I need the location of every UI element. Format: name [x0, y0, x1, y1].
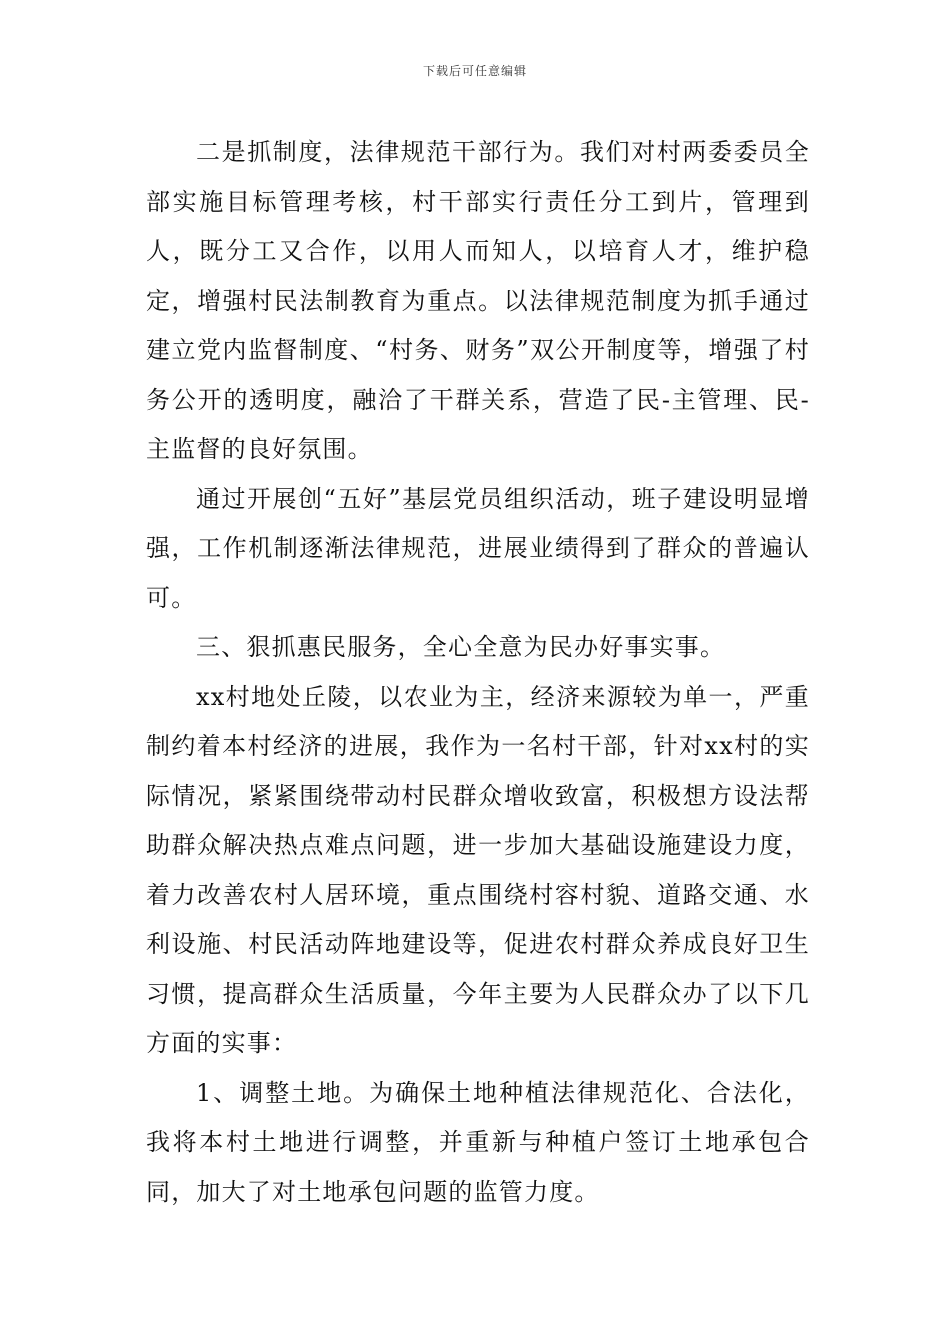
- paragraph: xx村地处丘陵，以农业为主，经济来源较为单一，严重制约着本村经济的进展，我作为一名村干部，针对xx村的实际情况，紧紧围绕带动村民群众增收致富，积极想方设法帮助群众解决热点难点问题，进一步加大基础设施建设力度，着力改善农村人居环境，重点围绕村容村貌、道路交通、水利设施、村民活动阵地建设等，促进农村群众养成良好卫生习惯，提高群众生活质量，今年主要为人民群众办了以下几方面的实事：: [146, 682, 810, 1057]
- paragraph: 通过开展创“五好”基层党员组织活动，班子建设明显增强，工作机制逐渐法律规范，进展业绩得到了群众的普遍认可。: [146, 484, 810, 612]
- paragraph: 三、狠抓惠民服务，全心全意为民办好事实事。: [196, 633, 726, 661]
- document-body: [146, 128, 810, 1217]
- header-note: 下载后可任意编辑: [422, 64, 527, 78]
- paragraph: 1、调整土地。为确保土地种植法律规范化、合法化，我将本村土地进行调整，并重新与种植户签订土地承包合同，加大了对土地承包问题的监管力度。: [146, 1078, 810, 1206]
- paragraph: 二是抓制度，法律规范干部行为。我们对村两委委员全部实施目标管理考核，村干部实行责任分工到片，管理到人，既分工又合作，以用人而知人，以培育人才，维护稳定，增强村民法制教育为重点。以法律规范制度为抓手通过建立党内监督制度、“村务、财务”双公开制度等，增强了村务公开的透明度，融洽了干群关系，营造了民-主管理、民-主监督的良好氛围。: [146, 138, 810, 463]
